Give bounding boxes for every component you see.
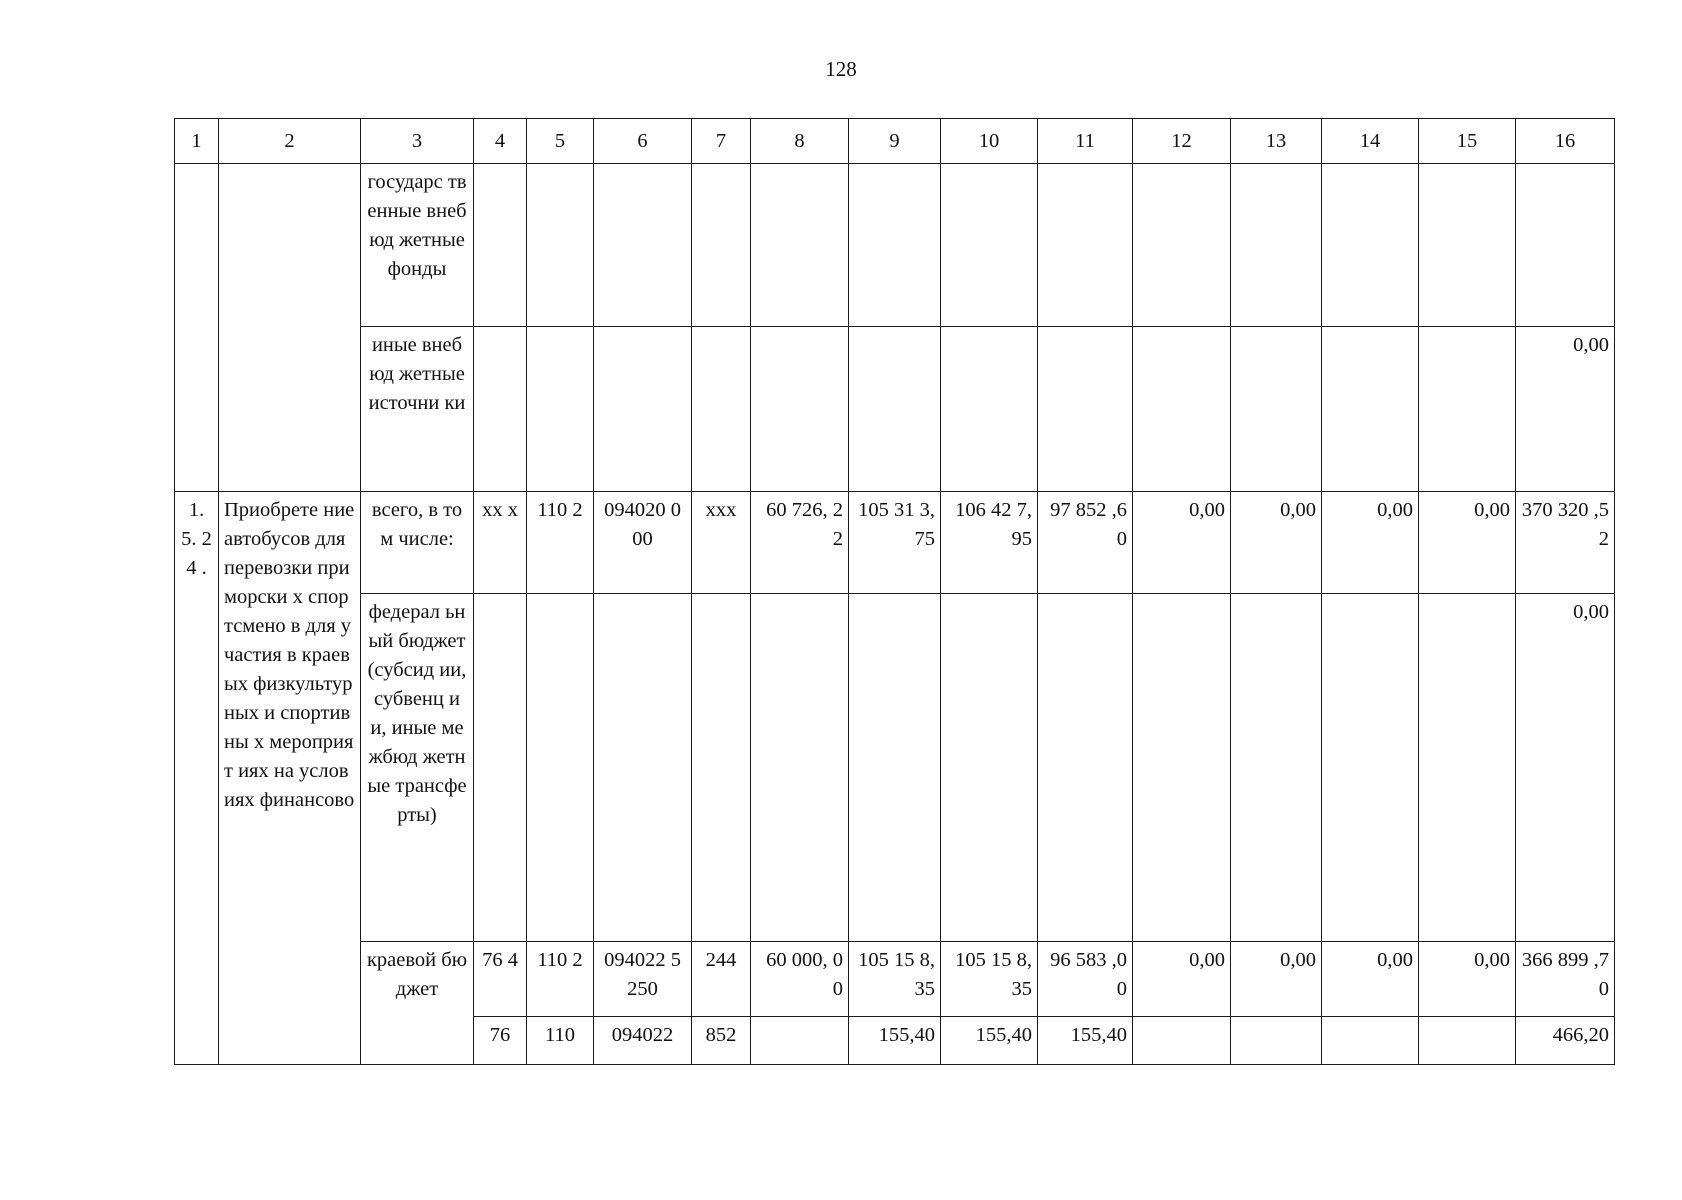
value-cell: 0,00	[1133, 942, 1231, 1017]
cell-empty	[692, 327, 751, 492]
cell-empty	[1133, 1017, 1231, 1065]
source-cell: государс твенные внебюд жетные фонды	[361, 164, 474, 327]
header-cell: 1	[175, 119, 219, 164]
value-cell: 466,20	[1516, 1017, 1615, 1065]
value-cell: xx x	[474, 492, 527, 594]
cell-empty	[175, 164, 219, 492]
value-cell: 366 899 ,70	[1516, 942, 1615, 1017]
value-cell: 155,40	[849, 1017, 941, 1065]
cell-empty	[1231, 327, 1322, 492]
value-cell: 0,00	[1322, 942, 1419, 1017]
cell-empty	[1516, 164, 1615, 327]
cell-empty	[1322, 164, 1419, 327]
value-cell: 0,00	[1419, 492, 1516, 594]
cell-empty	[849, 327, 941, 492]
header-cell: 10	[941, 119, 1038, 164]
header-cell: 12	[1133, 119, 1231, 164]
value-cell: 094022	[594, 1017, 692, 1065]
value-cell: 76 4	[474, 942, 527, 1017]
value-cell: 110 2	[527, 492, 594, 594]
cell-empty	[594, 164, 692, 327]
cell-empty	[941, 327, 1038, 492]
source-cell: краевой бюджет	[361, 942, 474, 1065]
source-cell: иные внебюд жетные источни ки	[361, 327, 474, 492]
cell-empty	[1419, 164, 1516, 327]
cell-empty	[692, 164, 751, 327]
header-cell: 16	[1516, 119, 1615, 164]
item-number-cell: 1. 5. 24 .	[175, 492, 219, 1065]
cell-empty	[941, 594, 1038, 942]
value-cell: 852	[692, 1017, 751, 1065]
cell-empty	[594, 594, 692, 942]
cell-empty	[527, 594, 594, 942]
header-cell: 4	[474, 119, 527, 164]
cell-empty	[1038, 594, 1133, 942]
value-cell: 0,00	[1419, 942, 1516, 1017]
cell-empty	[1231, 164, 1322, 327]
table-row-total	[175, 492, 1615, 594]
cell-empty	[594, 327, 692, 492]
header-cell: 11	[1038, 119, 1133, 164]
value-cell: 0,00	[1133, 492, 1231, 594]
value-cell: 110	[527, 1017, 594, 1065]
cell-empty	[1133, 594, 1231, 942]
cell-empty	[751, 594, 849, 942]
value-cell: 0,00	[1231, 492, 1322, 594]
header-cell: 14	[1322, 119, 1419, 164]
cell-empty	[692, 594, 751, 942]
header-cell: 3	[361, 119, 474, 164]
cell-empty	[1231, 1017, 1322, 1065]
value-cell: 97 852 ,60	[1038, 492, 1133, 594]
value-cell: 244	[692, 942, 751, 1017]
cell-empty	[941, 164, 1038, 327]
cell-empty	[1231, 594, 1322, 942]
budget-table	[174, 118, 1615, 1065]
table-row-regional	[175, 942, 1615, 1017]
value-cell: 0,00	[1322, 492, 1419, 594]
header-row	[175, 119, 1615, 164]
value-cell: 60 000, 00	[751, 942, 849, 1017]
value-cell: 60 726, 22	[751, 492, 849, 594]
cell-empty	[1038, 327, 1133, 492]
cell-empty	[219, 164, 361, 492]
header-cell: 7	[692, 119, 751, 164]
value-cell: 370 320 ,52	[1516, 492, 1615, 594]
cell-empty	[474, 164, 527, 327]
value-cell: 155,40	[1038, 1017, 1133, 1065]
value-cell: 0,00	[1516, 327, 1615, 492]
table-row-other-sources	[175, 327, 1615, 492]
cell-empty	[1322, 327, 1419, 492]
value-cell: 105 15 8,35	[849, 942, 941, 1017]
table-row-federal	[175, 594, 1615, 942]
cell-empty	[1419, 594, 1516, 942]
cell-empty	[1322, 1017, 1419, 1065]
header-cell: 13	[1231, 119, 1322, 164]
table-row-state-funds	[175, 164, 1615, 327]
value-cell: xxx	[692, 492, 751, 594]
cell-empty	[751, 164, 849, 327]
value-cell: 105 31 3,75	[849, 492, 941, 594]
value-cell: 0,00	[1516, 594, 1615, 942]
page-number: 128	[825, 57, 857, 81]
value-cell: 76	[474, 1017, 527, 1065]
source-cell: всего, в том числе:	[361, 492, 474, 594]
cell-empty	[751, 327, 849, 492]
cell-empty	[849, 594, 941, 942]
cell-empty	[751, 1017, 849, 1065]
item-name-cell: Приобрете ние автобусов для перевозки приморски х спортсмено в для участия в краевых физкультур ных и спортивны х мероприят иях на условиях финансово	[219, 492, 361, 1065]
value-cell: 0,00	[1231, 942, 1322, 1017]
value-cell: 155,40	[941, 1017, 1038, 1065]
cell-empty	[527, 164, 594, 327]
value-cell: 094020 000	[594, 492, 692, 594]
cell-empty	[1419, 327, 1516, 492]
source-cell: федерал ьный бюджет (субсид ии, субвенц ии, иные межбюд жетные трансфе рты)	[361, 594, 474, 942]
header-cell: 2	[219, 119, 361, 164]
value-cell: 96 583 ,00	[1038, 942, 1133, 1017]
header-cell: 15	[1419, 119, 1516, 164]
cell-empty	[474, 327, 527, 492]
header-cell: 5	[527, 119, 594, 164]
cell-empty	[1038, 164, 1133, 327]
value-cell: 105 15 8,35	[941, 942, 1038, 1017]
header-cell: 8	[751, 119, 849, 164]
header-cell: 9	[849, 119, 941, 164]
header-cell: 6	[594, 119, 692, 164]
cell-empty	[1133, 164, 1231, 327]
cell-empty	[849, 164, 941, 327]
cell-empty	[474, 594, 527, 942]
value-cell: 110 2	[527, 942, 594, 1017]
value-cell: 094022 5250	[594, 942, 692, 1017]
cell-empty	[1322, 594, 1419, 942]
cell-empty	[527, 327, 594, 492]
cell-empty	[1133, 327, 1231, 492]
value-cell: 106 42 7,95	[941, 492, 1038, 594]
cell-empty	[1419, 1017, 1516, 1065]
